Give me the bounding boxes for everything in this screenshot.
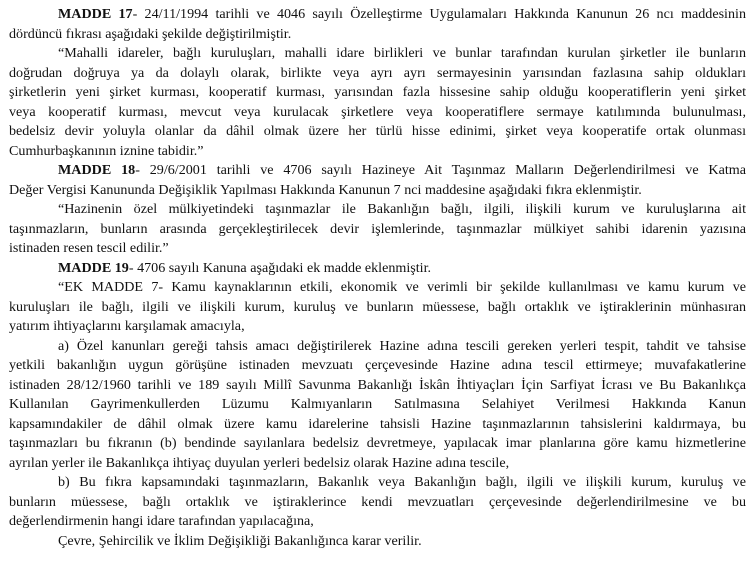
paragraph-line bbox=[9, 376, 746, 396]
paragraph-line bbox=[9, 415, 746, 435]
line-text: Çevre, Şehircilik ve İklim Değişikliği Bakanlığınca karar verilir. bbox=[58, 532, 422, 549]
line-text: Değer Vergisi Kanununda Değişiklik Yapılması Hakkında Kanunun 7 nci maddesine aşağıdaki fıkra eklenmiştir. bbox=[9, 181, 642, 198]
paragraph-first-line bbox=[9, 337, 746, 357]
line-text: doğrudan doğruya ya da dolaylı olarak, birlikte veya ayrı ayrı sermayesinin yarısından fazlasına sahip oldukları bbox=[9, 64, 746, 81]
line-text: a) Özel kanunları gereği tahsis amacı değiştirilerek Hazine adına tescili gereken yerleri tespit, tahdit ve tahsise bbox=[58, 337, 746, 354]
line-text: “Hazinenin özel mülkiyetindeki taşınmazlar ile Bakanlığın bağlı, ilgili, ilişkili kurum ve kuruluşlarına ait bbox=[58, 201, 746, 217]
line-text: yetkili bakanlığın uygun görüşüne istinaden mevzuatı çerçevesinde Hazine adına tescil ettirmeye; muvafakatlerine bbox=[9, 357, 746, 373]
article-heading: MADDE 17 bbox=[58, 6, 133, 22]
line-text: Kullanılan Gayrimenkullerden Lüzumu Kalmıyanların Satılmasına Selahiyet Verilmesi Hakkında Kanun bbox=[9, 396, 746, 412]
line-text: istinaden 28/12/1960 tarihli ve 189 sayılı Millî Savunma Bakanlığı İskân İhtiyaçları İçin Sarfiyat İcrası ve Bu Bakanlıkça bbox=[9, 376, 746, 393]
line-text: bunların müessese, bağlı ortaklık ve iştiraklerince kendi mevzuatları çerçevesinde değerlendirilmesine ve bu bbox=[9, 493, 746, 510]
paragraph-line bbox=[9, 83, 746, 103]
paragraph-first-line bbox=[9, 44, 746, 64]
document-body bbox=[9, 5, 746, 551]
paragraph-line bbox=[9, 298, 746, 318]
line-text: - 4706 sayılı Kanuna aşağıdaki ek madde eklenmiştir. bbox=[128, 259, 432, 276]
line-text: yatırım ihtiyaçlarını karşılamak amacıyla, bbox=[9, 318, 245, 334]
line-text: değerlendirmenin hangi idare tarafından yapılacağına, bbox=[9, 513, 314, 529]
paragraph-first-line bbox=[9, 473, 746, 493]
line-text: bedelsiz devir yoluyla olanlar da dâhil olmak üzere her türlü hisse edinimi, şirket veya kooperatife ortak olunması bbox=[9, 123, 746, 139]
paragraph-line bbox=[9, 434, 746, 454]
paragraph-last-line bbox=[9, 142, 746, 162]
line-text: Cumhurbaşkanının iznine tabidir.” bbox=[9, 142, 204, 159]
line-text: ayrılan yerler ile Bakanlıkça ihtiyaç duyulan yerleri bedelsiz olarak Hazine adına tescile, bbox=[9, 454, 510, 471]
line-text: - 29/6/2001 tarihli ve 4706 sayılı Hazineye Ait Taşınmaz Malların Değerlendirilmesi ve Katma bbox=[135, 162, 746, 178]
line-text: veya kooperatif kurması, mevcut veya kurulacak şirketlere veya kooperatiflere sermaye katılımında bulunulması, bbox=[9, 103, 746, 120]
line-text: taşınmazların, bunların arasında gerçekleştirilecek devir işlemlerinde, taşınmazlar mülkiyet sahibi idarenin yazısına bbox=[9, 220, 746, 237]
paragraph-first-line bbox=[9, 200, 746, 220]
paragraph-first-line bbox=[9, 532, 746, 552]
paragraph-last-line bbox=[9, 181, 746, 201]
line-text: istinaden resen tescil edilir.” bbox=[9, 240, 169, 256]
paragraph-line bbox=[9, 103, 746, 123]
article-heading: MADDE 18 bbox=[58, 162, 136, 178]
paragraph-last-line bbox=[9, 25, 746, 45]
paragraph-first-line bbox=[9, 278, 746, 298]
line-text: b) Bu fıkra kapsamındaki taşınmazların, Bakanlık veya Bakanlığın bağlı, ilgili ve ilişkili kurum, kuruluş ve bbox=[58, 474, 746, 490]
line-text: kuruluşları ile bağlı, ilgili ve ilişkili kurum, kuruluş ve bunların müessese, bağlı ortaklık ve iştiraklerinin münhasıran bbox=[9, 298, 746, 315]
paragraph-line bbox=[9, 64, 746, 84]
line-text: dördüncü fıkrası aşağıdaki şekilde değiştirilmiştir. bbox=[9, 25, 292, 42]
paragraph-last-line bbox=[9, 317, 746, 337]
line-text: “EK MADDE 7- Kamu kaynaklarının etkili, ekonomik ve verimli bir şekilde kullanılması ve kamu kurum ve bbox=[58, 279, 746, 295]
line-text: kapsamındakiler de dâhil olmak üzere kamu idarelerine tahsisli Hazine taşınmazlarının tahsislerini kaldırmaya, bu bbox=[9, 415, 746, 432]
line-text: taşınmazları bu fıkranın (b) bendinde sayılanlara bedelsiz devretmeye, yapılacak imar planlarına göre kamu hizmetlerine bbox=[9, 435, 746, 451]
paragraph-line bbox=[9, 356, 746, 376]
article-line bbox=[9, 161, 746, 181]
article-heading: MADDE 19 bbox=[58, 259, 129, 276]
paragraph-line bbox=[9, 395, 746, 415]
line-text: - 24/11/1994 tarihli ve 4046 sayılı Özelleştirme Uygulamaları Hakkında Kanunun 26 ncı maddesinin bbox=[132, 6, 746, 22]
paragraph-last-line bbox=[9, 512, 746, 532]
article-line bbox=[9, 5, 746, 25]
line-text: şirketlerin yeni şirket kurması, kooperatif kurması, yarısından fazla hissesine sahip olduğu kooperatiflerin yeni şirket bbox=[9, 84, 746, 100]
paragraph-line bbox=[9, 493, 746, 513]
paragraph-line bbox=[9, 122, 746, 142]
paragraph-last-line bbox=[9, 454, 746, 474]
paragraph-last-line bbox=[9, 239, 746, 259]
paragraph-line bbox=[9, 220, 746, 240]
article-line bbox=[9, 259, 746, 279]
line-text: “Mahalli idareler, bağlı kuruluşları, mahalli idare birlikleri ve bunlar tarafından kurulan şirketler ile bunların bbox=[58, 45, 746, 61]
